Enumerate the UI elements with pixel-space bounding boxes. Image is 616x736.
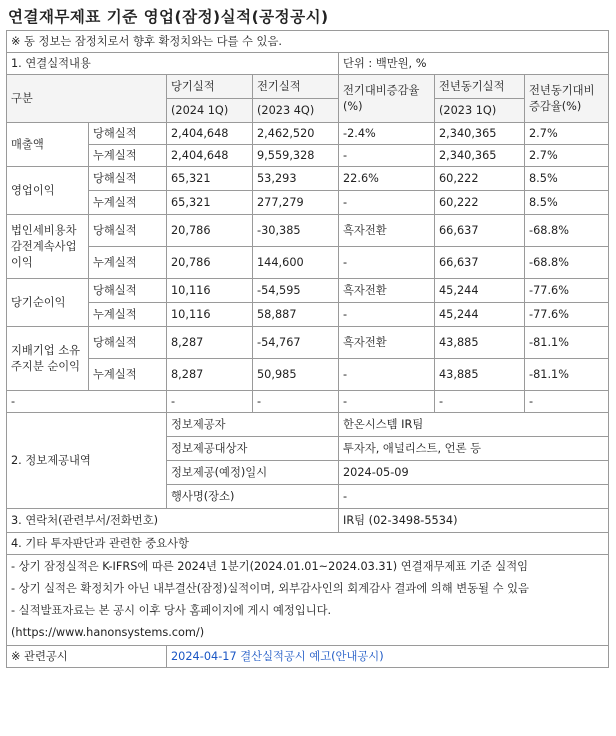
cell-yoy-base: 60,222 [435,167,525,191]
section1-label: 1. 연결실적내용 [7,53,339,75]
cell-yoy: -68.8% [525,215,609,247]
cell-yoy-base: 2,340,365 [435,123,525,145]
provider-label: 정보제공자 [167,413,339,437]
dash-cell: - [7,391,167,413]
header-gubun: 구분 [7,75,167,123]
event-label: 행사명(장소) [167,485,339,509]
page-title: 연결재무제표 기준 영업(잠정)실적(공정공시) [8,8,329,26]
cell-yoy-base: 60,222 [435,191,525,215]
unit-label: 단위 : 백만원, % [339,53,609,75]
cell-previous: -54,595 [253,279,339,303]
section4-label: 4. 기타 투자판단과 관련한 중요사항 [7,533,609,555]
row-item-label: 당기순이익 [7,279,89,327]
disclosure-table [6,30,609,668]
header-yoy-base: 전년동기실적 [435,75,525,99]
cell-yoy-base: 43,885 [435,327,525,359]
row-type: 누계실적 [89,359,167,391]
dash-cell: - [253,391,339,413]
cell-qoq: - [339,303,435,327]
cell-yoy-base: 45,244 [435,303,525,327]
cell-current: 65,321 [167,191,253,215]
row-item-label: 영업이익 [7,167,89,215]
related-link[interactable]: 2024-04-17 결산실적공시 예고(안내공시) [167,646,609,668]
event-value: - [339,485,609,509]
table-row [7,145,609,167]
dash-cell: - [435,391,525,413]
dash-cell: - [167,391,253,413]
header-previous: 전기실적 [253,75,339,99]
row-type: 누계실적 [89,247,167,279]
cell-yoy-base: 45,244 [435,279,525,303]
table-row [7,247,609,279]
cell-yoy: 8.5% [525,191,609,215]
notes-block [7,555,609,646]
header-current: 당기실적 [167,75,253,99]
row-type: 누계실적 [89,145,167,167]
header-current-period: (2024 1Q) [167,99,253,123]
cell-yoy: -81.1% [525,327,609,359]
contact-value: IR팀 (02-3498-5534) [339,509,609,533]
cell-previous: 58,887 [253,303,339,327]
related-label: ※ 관련공시 [7,646,167,668]
cell-current: 10,116 [167,303,253,327]
note-item: - 상기 실적은 확정치가 아닌 내부결산(잠정)실적이며, 외부감사인의 회계감사 결과에 의해 변동될 수 있음 [11,582,529,595]
note-item: (https://www.hanonsystems.com/) [11,626,205,639]
cell-qoq: 흑자전환 [339,279,435,303]
dash-cell: - [339,391,435,413]
cell-qoq: - [339,247,435,279]
row-type: 당해실적 [89,123,167,145]
dash-cell: - [525,391,609,413]
cell-previous: 144,600 [253,247,339,279]
cell-yoy-base: 66,637 [435,215,525,247]
note-item: - 실적발표자료는 본 공시 이후 당사 홈페이지에 게시 예정입니다. [11,604,332,617]
cell-current: 2,404,648 [167,123,253,145]
cell-yoy-base: 43,885 [435,359,525,391]
cell-yoy: -77.6% [525,303,609,327]
cell-qoq: - [339,191,435,215]
cell-previous: -54,767 [253,327,339,359]
table-row [7,327,609,359]
cell-previous: 53,293 [253,167,339,191]
cell-qoq: 22.6% [339,167,435,191]
cell-previous: 277,279 [253,191,339,215]
table-row [7,303,609,327]
row-type: 당해실적 [89,167,167,191]
cell-yoy: -68.8% [525,247,609,279]
cell-yoy: 2.7% [525,123,609,145]
row-type: 당해실적 [89,279,167,303]
cell-previous: 9,559,328 [253,145,339,167]
section3-label: 3. 연락처(관련부서/전화번호) [7,509,339,533]
table-row [7,191,609,215]
cell-previous: 2,462,520 [253,123,339,145]
date-label: 정보제공(예정)일시 [167,461,339,485]
cell-previous: 50,985 [253,359,339,391]
row-item-label: 법인세비용차감전계속사업이익 [7,215,89,279]
table-row [7,215,609,247]
header-yoy-base-period: (2023 1Q) [435,99,525,123]
cell-yoy-base: 2,340,365 [435,145,525,167]
cell-current: 2,404,648 [167,145,253,167]
row-item-label: 매출액 [7,123,89,167]
cell-yoy: 8.5% [525,167,609,191]
table-row [7,123,609,145]
cell-yoy: 2.7% [525,145,609,167]
header-qoq: 전기대비증감율(%) [339,75,435,123]
header-yoy: 전년동기대비증감율(%) [525,75,609,123]
cell-current: 10,116 [167,279,253,303]
row-type: 당해실적 [89,215,167,247]
cell-qoq: - [339,145,435,167]
table-row [7,391,609,413]
cell-current: 8,287 [167,359,253,391]
note-item: - 상기 잠정실적은 K-IFRS에 따른 2024년 1분기(2024.01.01~2024.03.31) 연결재무제표 기준 실적임 [11,560,529,573]
cell-current: 20,786 [167,215,253,247]
cell-qoq: -2.4% [339,123,435,145]
section2-label: 2. 정보제공내역 [7,413,167,509]
date-value: 2024-05-09 [339,461,609,485]
target-value: 투자자, 애널리스트, 언론 등 [339,437,609,461]
table-row [7,167,609,191]
table-row [7,279,609,303]
cell-qoq: - [339,359,435,391]
cell-qoq: 흑자전환 [339,327,435,359]
table-row [7,359,609,391]
cell-qoq: 흑자전환 [339,215,435,247]
cell-yoy-base: 66,637 [435,247,525,279]
row-type: 당해실적 [89,327,167,359]
cell-yoy: -77.6% [525,279,609,303]
cell-current: 65,321 [167,167,253,191]
header-previous-period: (2023 4Q) [253,99,339,123]
row-type: 누계실적 [89,191,167,215]
target-label: 정보제공대상자 [167,437,339,461]
cell-current: 8,287 [167,327,253,359]
row-item-label: 지배기업 소유주지분 순이익 [7,327,89,391]
cell-current: 20,786 [167,247,253,279]
cell-yoy: -81.1% [525,359,609,391]
row-type: 누계실적 [89,303,167,327]
provider-value: 한온시스템 IR팀 [339,413,609,437]
cell-previous: -30,385 [253,215,339,247]
notice-text: ※ 동 정보는 잠정치로서 향후 확정치와는 다를 수 있음. [7,31,609,53]
